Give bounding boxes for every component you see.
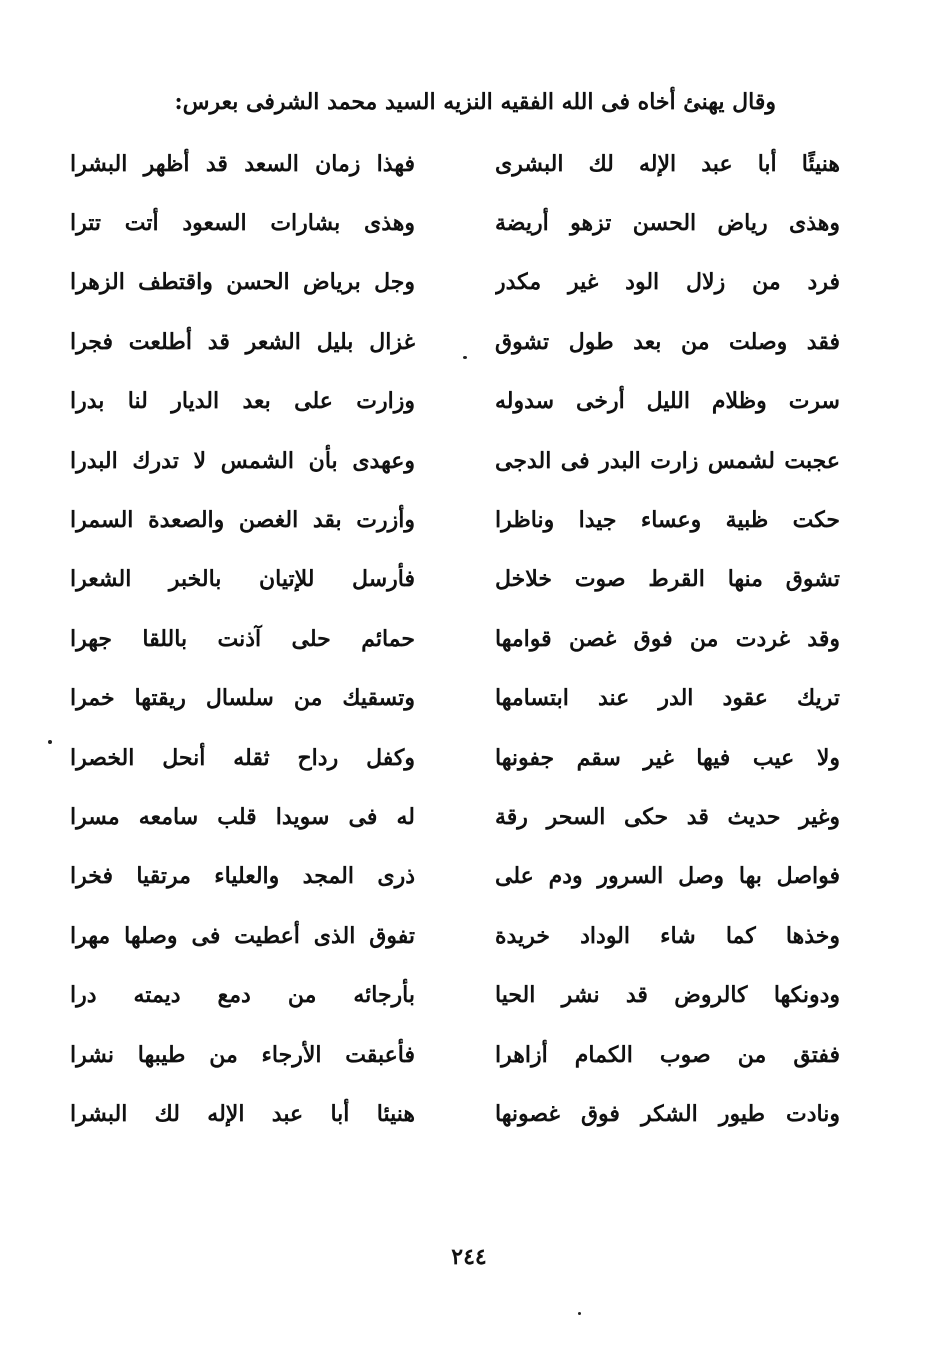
ink-speck <box>463 356 467 359</box>
page-number: ٢٤٤ <box>451 1244 487 1270</box>
verse-second-hemistich: غزال بليل الشعر قد أطلعت فجرا <box>70 328 415 355</box>
verse-first-hemistich: ونادت طيور الشكر فوق غصونها <box>495 1100 840 1127</box>
verse-second-hemistich: وجل برياض الحسن واقتطف الزهرا <box>70 269 415 296</box>
verse-first-hemistich: هنيئًا أبا عبد الإله لك البشرى <box>495 150 840 177</box>
verse-row <box>70 609 840 668</box>
verse-row <box>70 134 840 193</box>
verse-second-hemistich: وعهدى بأن الشمس لا تدرك البدرا <box>70 447 415 474</box>
verse-row <box>70 253 840 312</box>
verse-second-hemistich: وهذى بشارات السعود أتت تترا <box>70 210 415 237</box>
verse-first-hemistich: حكت ظبية وعساء جيدا وناظرا <box>495 507 840 534</box>
verse-first-hemistich: وهذى رياض الحسن تزهو أريضة <box>495 210 840 237</box>
verse-first-hemistich: ففتق من صوب الكمام أزاهرا <box>495 1041 840 1068</box>
verse-second-hemistich: فأعبقت الأرجاء من طيبها نشرا <box>70 1041 415 1068</box>
verse-row <box>70 372 840 431</box>
verse-first-hemistich: تشوق منها القرط صوت خلاخل <box>495 566 840 593</box>
verse-first-hemistich: وقد غردت من فوق غصن قوامها <box>495 625 840 652</box>
verse-row <box>70 1025 840 1084</box>
verse-second-hemistich: فأرسل للإتيان بالخبر الشعرا <box>70 566 415 593</box>
verse-row <box>70 312 840 371</box>
verse-second-hemistich: هنيئا أبا عبد الإله لك البشرا <box>70 1100 415 1127</box>
verse-row <box>70 1084 840 1143</box>
verse-first-hemistich: فرد من زلال الود غير مكدر <box>495 269 840 296</box>
verse-second-hemistich: وأزرت بقد الغصن والصعدة السمرا <box>70 507 415 534</box>
verse-row <box>70 490 840 549</box>
verse-row <box>70 787 840 846</box>
verse-row <box>70 193 840 252</box>
verse-first-hemistich: تريك عقود الدر عند ابتسامها <box>495 685 840 712</box>
verse-second-hemistich: تفوق الذى أعطيت فى وصلها مهرا <box>70 922 415 949</box>
verse-second-hemistich: فهذا زمان السعد قد أظهر البشرا <box>70 150 415 177</box>
poem-body <box>70 134 840 1144</box>
verse-second-hemistich: وكفل رداح ثقله أنحل الخصرا <box>70 744 415 771</box>
verse-second-hemistich: وتسقيك من سلسال ريقتها خمرا <box>70 685 415 712</box>
verse-row <box>70 965 840 1024</box>
verse-row <box>70 550 840 609</box>
verse-first-hemistich: ودونكها كالروض قد نشر الحيا <box>495 982 840 1009</box>
verse-row <box>70 847 840 906</box>
ink-speck <box>48 740 52 744</box>
verse-first-hemistich: فقد وصلت من بعد طول تشوق <box>495 328 840 355</box>
verse-row <box>70 728 840 787</box>
verse-row <box>70 669 840 728</box>
verse-second-hemistich: حمائم حلى آذنت باللقا جهرا <box>70 625 415 652</box>
verse-first-hemistich: وغير حديث قد حكى السحر رقة <box>495 803 840 830</box>
verse-first-hemistich: ولا عيب فيها غير سقم جفونها <box>495 744 840 771</box>
verse-first-hemistich: عجبت لشمس زارت البدر فى الدجى <box>495 447 840 474</box>
verse-first-hemistich: فواصل بها وصل السرور ودم على <box>495 863 840 890</box>
verse-first-hemistich: سرت وظلام الليل أرخى سدوله <box>495 388 840 415</box>
verse-second-hemistich: ذرى المجد والعلياء مرتقيا فخرا <box>70 863 415 890</box>
verse-second-hemistich: وزارت على بعد الديار لنا بدرا <box>70 388 415 415</box>
ink-speck <box>578 1312 581 1315</box>
verse-row <box>70 906 840 965</box>
verse-first-hemistich: وخذها كما شاء الوداد خريدة <box>495 922 840 949</box>
verse-second-hemistich: بأرجائه من دمع ديمته درا <box>70 982 415 1009</box>
verse-second-hemistich: له فى سويدا قلب سامعه مسرا <box>70 803 415 830</box>
verse-row <box>70 431 840 490</box>
poem-heading: وقال يهنئ أخاه فى الله الفقيه النزيه السيد محمد الشرفى بعرس: <box>174 89 776 115</box>
